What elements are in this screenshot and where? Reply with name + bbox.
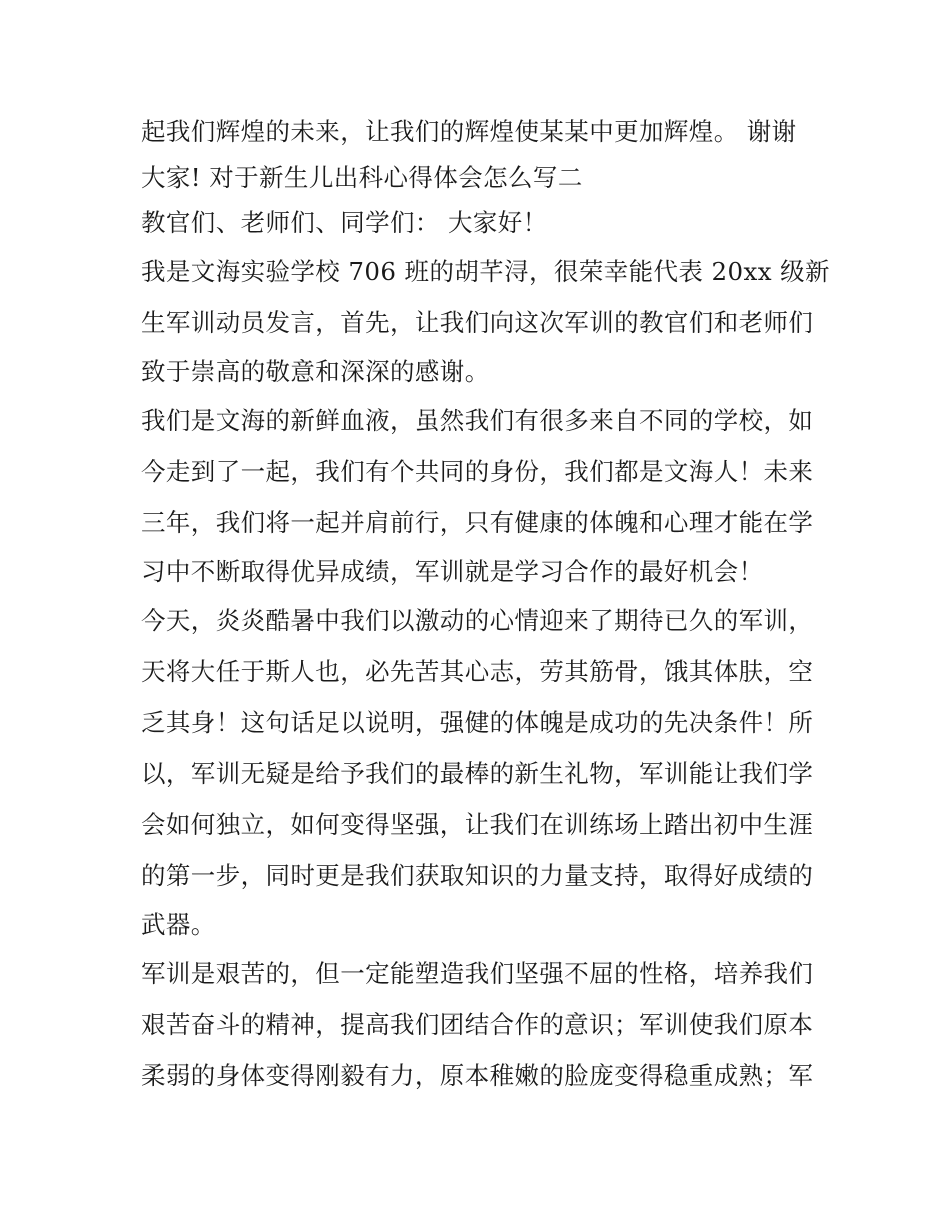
text-line: 大家! 对于新生儿出科心得体会怎么写二 [141, 163, 583, 192]
text-line: 我是文海实验学校 706 班的胡芊浔，很荣幸能代表 20xx 级新 [141, 257, 830, 286]
text-line: 柔弱的身体变得刚毅有力，原本稚嫩的脸庞变得稳重成熟；军 [141, 1061, 814, 1090]
text-line: 以，军训无疑是给予我们的最棒的新生礼物，军训能让我们学 [141, 759, 814, 788]
text-line: 起我们辉煌的未来，让我们的辉煌使某某中更加辉煌。 谢谢 [141, 117, 797, 146]
text-line: 的第一步，同时更是我们获取知识的力量支持，取得好成绩的 [141, 861, 814, 890]
text-line: 今走到了一起，我们有个共同的身份，我们都是文海人！未来 [141, 457, 814, 486]
text-line: 今天，炎炎酷暑中我们以激动的心情迎来了期待已久的军训， [141, 606, 814, 635]
text-line: 致于崇高的敬意和深深的感谢。 [141, 357, 490, 386]
text-line: 乏其身！这句话足以说明，强健的体魄是成功的先决条件！所 [141, 708, 814, 737]
text-line: 军训是艰苦的，但一定能塑造我们坚强不屈的性格，培养我们 [141, 959, 814, 988]
text-line: 我们是文海的新鲜血液，虽然我们有很多来自不同的学校，如 [141, 406, 814, 435]
text-line: 习中不断取得优异成绩，军训就是学习合作的最好机会！ [141, 557, 764, 586]
text-line: 三年，我们将一起并肩前行，只有健康的体魄和心理才能在学 [141, 508, 814, 537]
text-line: 教官们、老师们、同学们： 大家好！ [141, 208, 548, 237]
text-line: 天将大任于斯人也，必先苦其心志，劳其筋骨，饿其体肤，空 [141, 657, 814, 686]
text-line: 艰苦奋斗的精神，提高我们团结合作的意识；军训使我们原本 [141, 1010, 814, 1039]
text-line: 生军训动员发言，首先，让我们向这次军训的教官们和老师们 [141, 308, 814, 337]
document-body [141, 106, 830, 1101]
text-line: 武器。 [141, 910, 216, 939]
text-line: 会如何独立，如何变得坚强，让我们在训练场上踏出初中生涯 [141, 810, 814, 839]
